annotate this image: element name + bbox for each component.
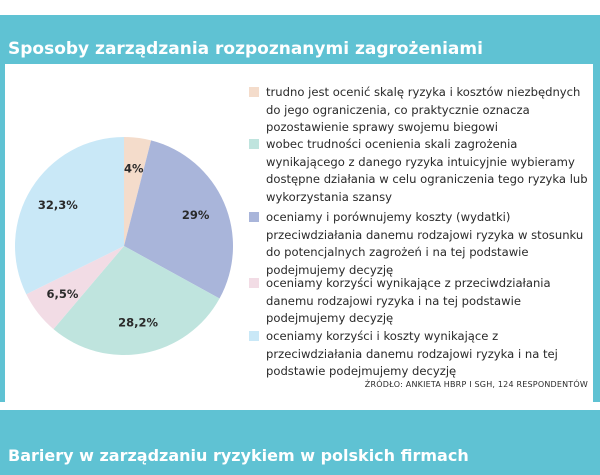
- section-divider: [0, 402, 600, 410]
- legend-swatch: [249, 212, 259, 222]
- legend-label: oceniamy korzyści i koszty wynikające z przeciwdziałania danemu rodzajowi ryzyka i na tej podstawie podejmujemy decyzję: [266, 329, 558, 378]
- legend-label: oceniamy korzyści wynikające z przeciwdziałania danemu rodzajowi ryzyka i na tej podstawie podejmujemy decyzję: [266, 276, 551, 325]
- next-section-title: Bariery w zarządzaniu ryzykiem w polskich firmach: [8, 446, 469, 465]
- top-margin: [0, 0, 600, 15]
- pie-chart: [0, 64, 250, 384]
- chart-title: Sposoby zarządzania rozpoznanymi zagrożeniami: [8, 39, 483, 59]
- legend-label: wobec trudności ocenienia skali zagrożenia wynikającego z danego ryzyka intuicyjnie wybieramy dostępne działania w celu ograniczenia tego ryzyka lub wykorzystania szansy: [266, 137, 588, 204]
- legend-swatch: [249, 139, 259, 149]
- pie-slice-label: 4%: [124, 161, 144, 176]
- pie-slice-label: 29%: [181, 208, 210, 222]
- legend-label: oceniamy i porównujemy koszty (wydatki) przeciwdziałania danemu rodzajowi ryzyka w stosunku do potencjalnych zagrożeń i na tej podstawie podejmujemy decyzję: [266, 210, 584, 277]
- source-note: ŹRÓDŁO: ANKIETA HBRP I SGH, 124 RESPONDENTÓW: [364, 380, 588, 389]
- legend-swatch: [249, 87, 259, 97]
- pie-slice-label: 32,3%: [37, 197, 78, 212]
- pie-slice-label: 6,5%: [46, 287, 79, 301]
- legend-swatch: [249, 278, 259, 288]
- pie-slice-label: 28,2%: [118, 315, 159, 330]
- legend-label: trudno jest ocenić skalę ryzyka i kosztów niezbędnych do jego ograniczenia, co praktycznie oznacza pozostawienie sprawy swojemu biegowi: [266, 85, 581, 134]
- legend-swatch: [249, 331, 259, 341]
